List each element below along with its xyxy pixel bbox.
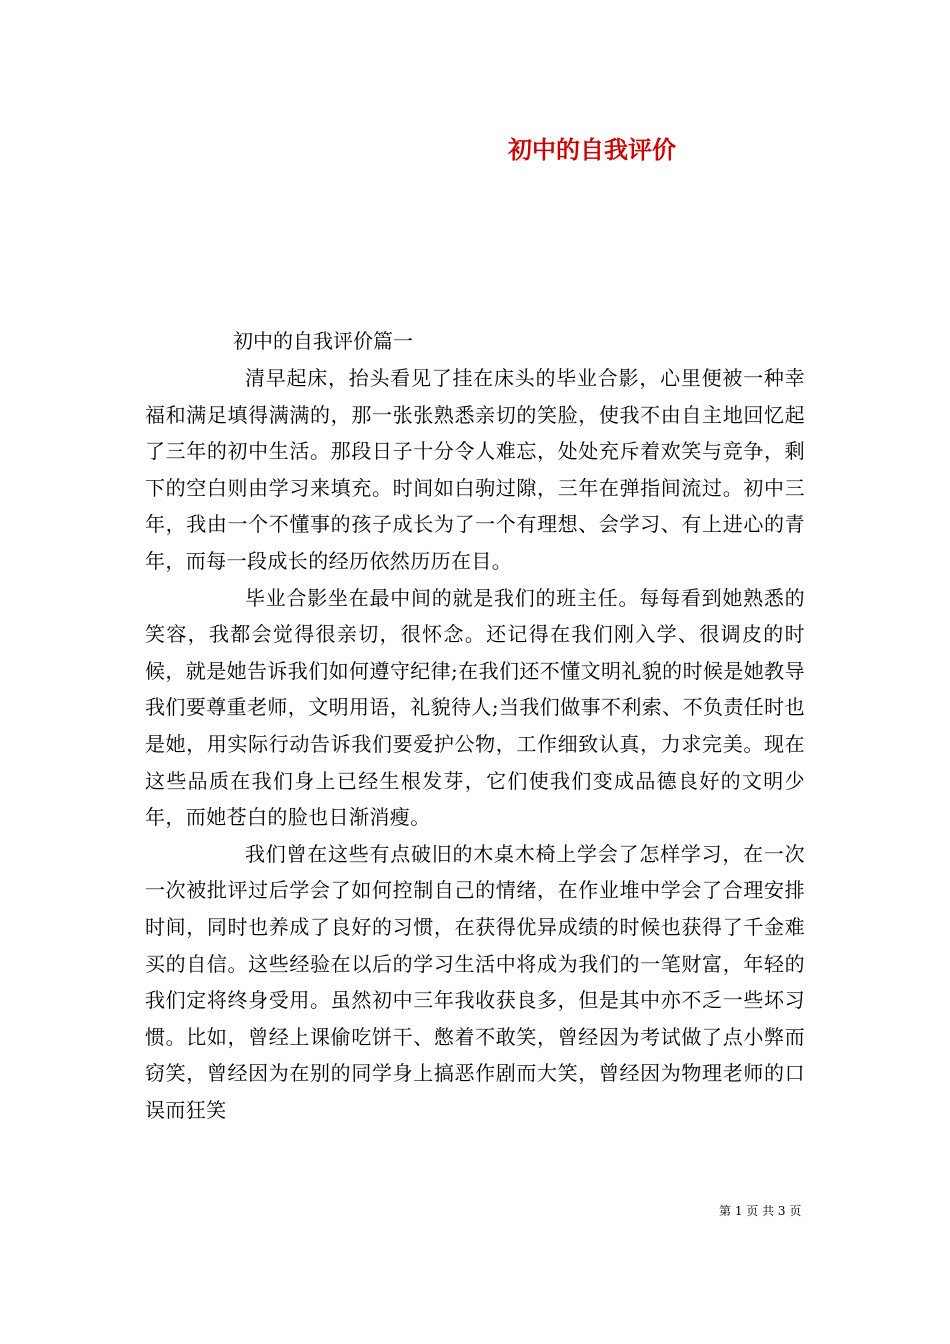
body-paragraph-3: 我们曾在这些有点破旧的木桌木椅上学会了怎样学习，在一次一次被批评过后学会了如何控制自己的情绪，在作业堆中学会了合理安排时间，同时也养成了良好的习惯，在获得优异成绩的时候也获得了千金难买的自信。这些经验在以后的学习生活中将成为我们的一笔财富，年轻的我们定将终身受用。虽然初中三年我收获良多，但是其中亦不乏一些坏习惯。比如，曾经上课偷吃饼干、憋着不敢笑，曾经因为考试做了点小弊而窃笑，曾经因为在别的同学身上搞恶作剧而大笑，曾经因为物理老师的口误而狂笑 xyxy=(145,841,805,1122)
document-body xyxy=(145,360,805,1128)
body-paragraph-2: 毕业合影坐在最中间的就是我们的班主任。每每看到她熟悉的笑容，我都会觉得很亲切，很怀念。还记得在我们刚入学、很调皮的时候，就是她告诉我们如何遵守纪律;在我们还不懂文明礼貌的时候是她教导我们要尊重老师，文明用语，礼貌待人;当我们做事不利索、不负责任时也是她，用实际行动告诉我们要爱护公物，工作细致认真，力求完美。现在这些品质在我们身上已经生根发芽，它们使我们变成品德良好的文明少年，而她苍白的脸也日渐消瘦。 xyxy=(145,585,805,830)
body-paragraph-1: 清早起床，抬头看见了挂在床头的毕业合影，心里便被一种幸福和满足填得满满的，那一张张熟悉亲切的笑脸，使我不由自主地回忆起了三年的初中生活。那段日子十分令人难忘，处处充斥着欢笑与竞争，剩下的空白则由学习来填充。时间如白驹过隙，三年在弹指间流过。初中三年，我由一个不懂事的孩子成长为了一个有理想、会学习、有上进心的青年，而每一段成长的经历依然历历在目。 xyxy=(145,366,805,573)
section-title: 初中的自我评价篇一 xyxy=(233,329,413,353)
document-title: 初中的自我评价 xyxy=(508,135,676,164)
page-number-footer: 第 1 页 共 3 页 xyxy=(719,1204,802,1218)
